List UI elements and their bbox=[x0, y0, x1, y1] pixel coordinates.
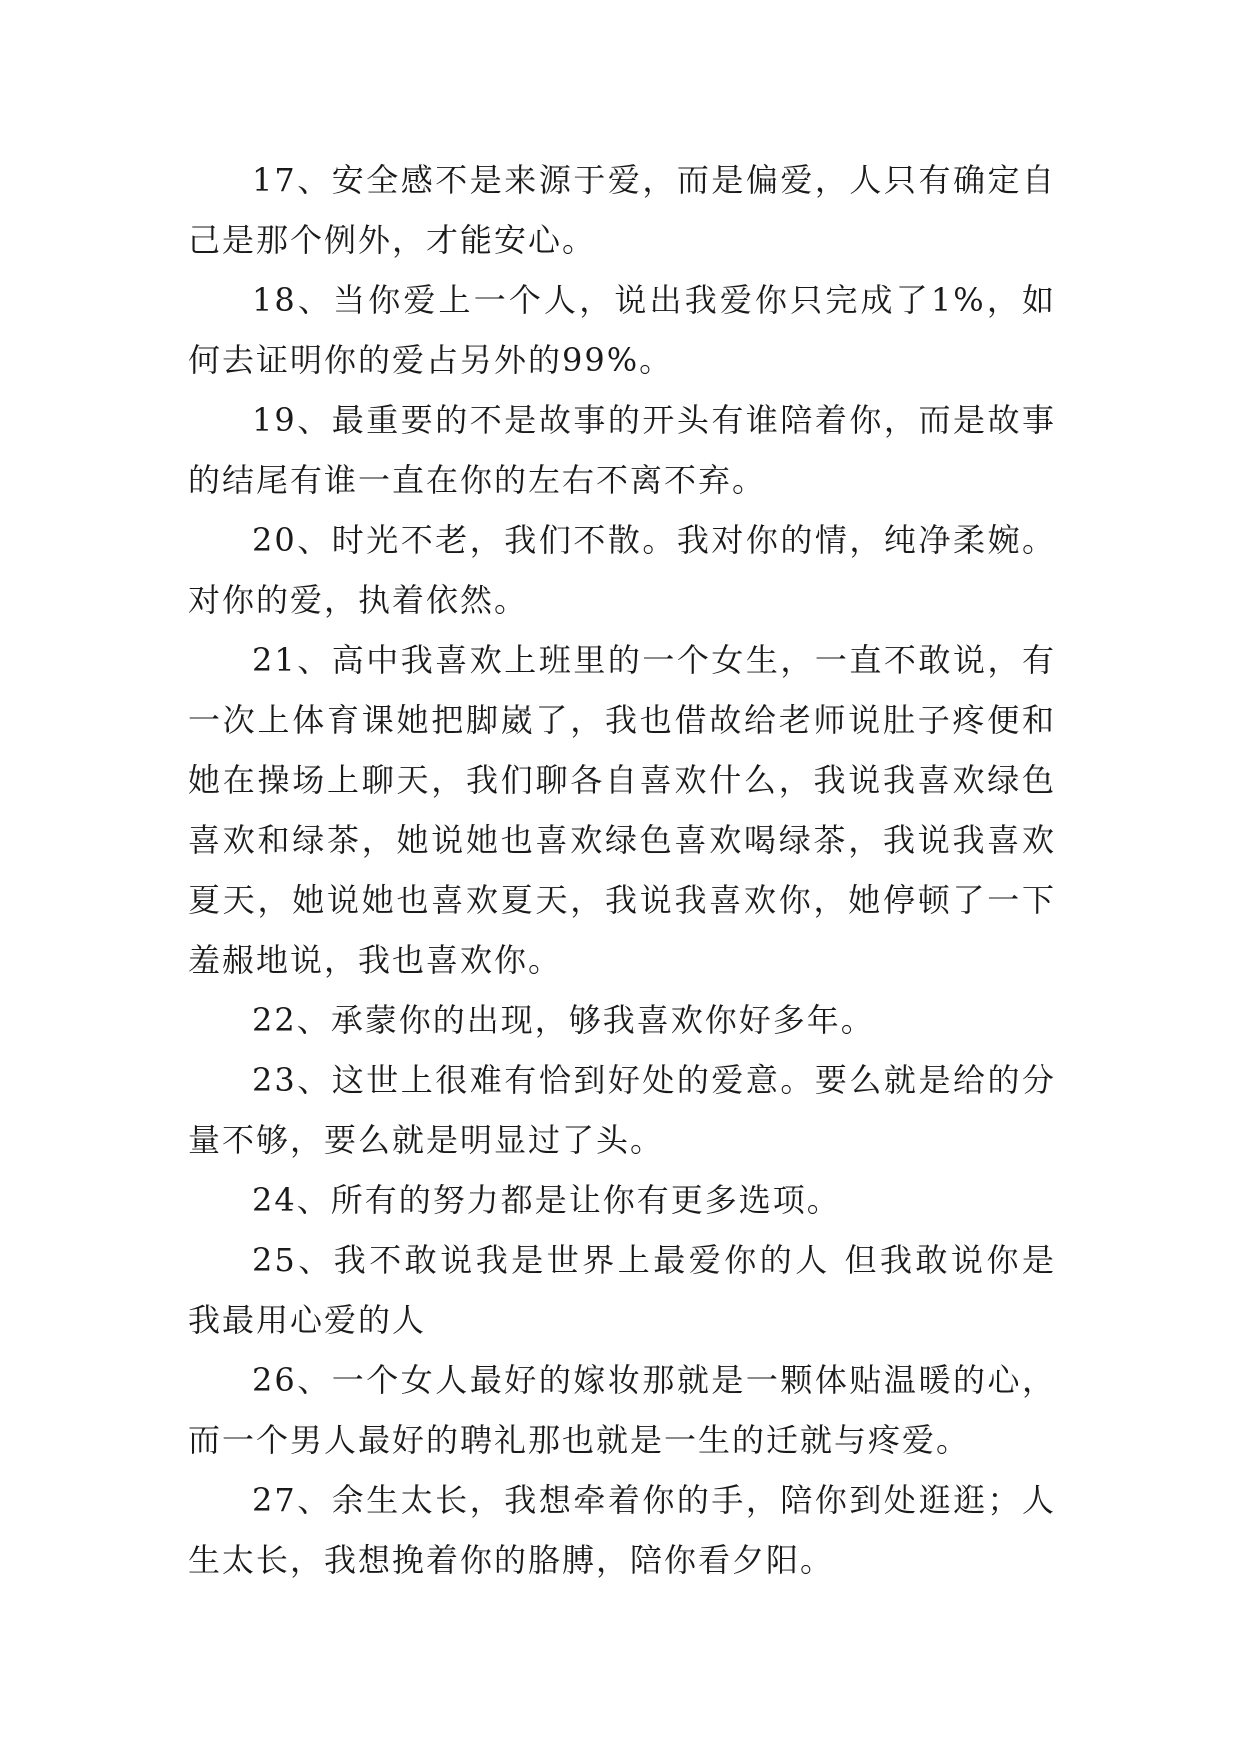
paragraph-20: 20、时光不老，我们不散。我对你的情，纯净柔婉。对你的爱，执着依然。 bbox=[188, 521, 1056, 619]
paragraph-18: 18、当你爱上一个人，说出我爱你只完成了1%，如何去证明你的爱占另外的99%。 bbox=[188, 281, 1056, 379]
document-body bbox=[188, 150, 1056, 1590]
paragraph-26: 26、一个女人最好的嫁妆那就是一颗体贴温暖的心，而一个男人最好的聘礼那也就是一生的迁就与疼爱。 bbox=[188, 1361, 1056, 1459]
paragraph-27: 27、余生太长，我想牵着你的手，陪你到处逛逛；人生太长，我想挽着你的胳膊，陪你看夕阳。 bbox=[188, 1481, 1056, 1579]
paragraph-22: 22、承蒙你的出现，够我喜欢你好多年。 bbox=[252, 1001, 875, 1039]
paragraph-19: 19、最重要的不是故事的开头有谁陪着你，而是故事的结尾有谁一直在你的左右不离不弃。 bbox=[188, 401, 1056, 499]
paragraph-17: 17、安全感不是来源于爱，而是偏爱，人只有确定自己是那个例外，才能安心。 bbox=[188, 161, 1056, 259]
paragraph-21: 21、高中我喜欢上班里的一个女生，一直不敢说，有一次上体育课她把脚崴了，我也借故给老师说肚子疼便和她在操场上聊天，我们聊各自喜欢什么，我说我喜欢绿色喜欢和绿茶，她说她也喜欢绿色喜欢喝绿茶，我说我喜欢夏天，她说她也喜欢夏天，我说我喜欢你，她停顿了一下羞赧地说，我也喜欢你。 bbox=[188, 641, 1056, 979]
paragraph-23: 23、这世上很难有恰到好处的爱意。要么就是给的分量不够，要么就是明显过了头。 bbox=[188, 1061, 1056, 1159]
paragraph-24: 24、所有的努力都是让你有更多选项。 bbox=[252, 1181, 841, 1219]
paragraph-25: 25、我不敢说我是世界上最爱你的人 但我敢说你是我最用心爱的人 bbox=[188, 1241, 1056, 1339]
